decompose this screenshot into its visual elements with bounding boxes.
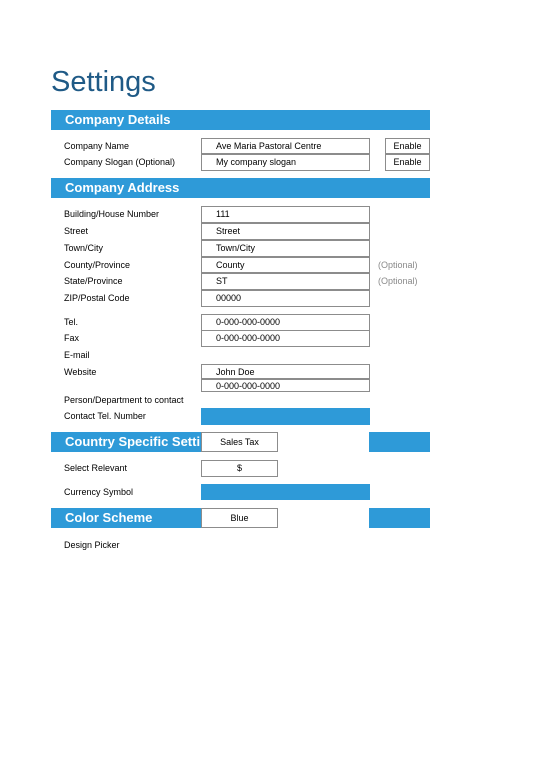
country-settings-band-end xyxy=(369,432,430,452)
currency-symbol-label: Currency Symbol xyxy=(64,487,134,497)
email-label: E-mail xyxy=(64,350,90,360)
color-scheme-field[interactable]: Blue xyxy=(201,508,278,528)
building-number-field[interactable]: 111 xyxy=(201,206,370,223)
contact-tel-label: Contact Tel. Number xyxy=(64,411,146,421)
fax-label: Fax xyxy=(64,333,80,343)
color-scheme-band-end xyxy=(369,508,430,528)
state-province-field[interactable]: ST xyxy=(201,273,370,290)
county-province-label: County/Province xyxy=(64,260,131,270)
page-title: Settings xyxy=(51,66,156,98)
street-field[interactable]: Street xyxy=(201,223,370,240)
website-field[interactable]: John Doe xyxy=(201,364,370,379)
company-name-field[interactable]: Ave Maria Pastoral Centre xyxy=(201,138,370,154)
tel-label: Tel. xyxy=(64,317,79,327)
contact-tel-field[interactable] xyxy=(201,408,370,425)
town-city-field[interactable]: Town/City xyxy=(201,240,370,257)
company-address-header xyxy=(51,178,430,198)
person-contact-field[interactable]: 0-000-000-0000 xyxy=(201,379,370,392)
color-scheme-heading: Color Scheme xyxy=(65,510,153,525)
country-settings-header xyxy=(51,432,201,452)
company-details-header xyxy=(51,110,430,130)
street-label: Street xyxy=(64,226,89,236)
state-province-label: State/Province xyxy=(64,276,123,286)
zip-postal-label: ZIP/Postal Code xyxy=(64,293,130,303)
company-details-heading: Company Details xyxy=(65,112,171,127)
design-picker-label: Design Picker xyxy=(64,540,120,550)
zip-postal-field[interactable]: 00000 xyxy=(201,290,370,307)
select-relevant-label: Select Relevant xyxy=(64,463,128,473)
currency-symbol-field[interactable] xyxy=(201,484,370,500)
company-name-label: Company Name xyxy=(64,141,130,151)
fax-field[interactable]: 0-000-000-0000 xyxy=(201,330,370,347)
company-slogan-enable-toggle[interactable]: Enable xyxy=(385,154,430,171)
building-number-label: Building/House Number xyxy=(64,209,160,219)
company-slogan-field[interactable]: My company slogan xyxy=(201,154,370,171)
county-optional-note: (Optional) xyxy=(378,260,418,270)
currency-select-field[interactable]: $ xyxy=(201,460,278,477)
town-city-label: Town/City xyxy=(64,243,104,253)
company-address-heading: Company Address xyxy=(65,180,180,195)
color-scheme-header xyxy=(51,508,201,528)
sales-tax-field[interactable]: Sales Tax xyxy=(201,432,278,452)
company-name-enable-toggle[interactable]: Enable xyxy=(385,138,430,154)
person-department-label: Person/Department to contact xyxy=(64,395,184,405)
tel-field[interactable]: 0-000-000-0000 xyxy=(201,314,370,331)
country-settings-heading: Country Specific Setti xyxy=(65,434,201,449)
state-optional-note: (Optional) xyxy=(378,276,418,286)
company-slogan-label: Company Slogan (Optional) xyxy=(64,157,176,167)
website-label: Website xyxy=(64,367,97,377)
county-province-field[interactable]: County xyxy=(201,257,370,273)
